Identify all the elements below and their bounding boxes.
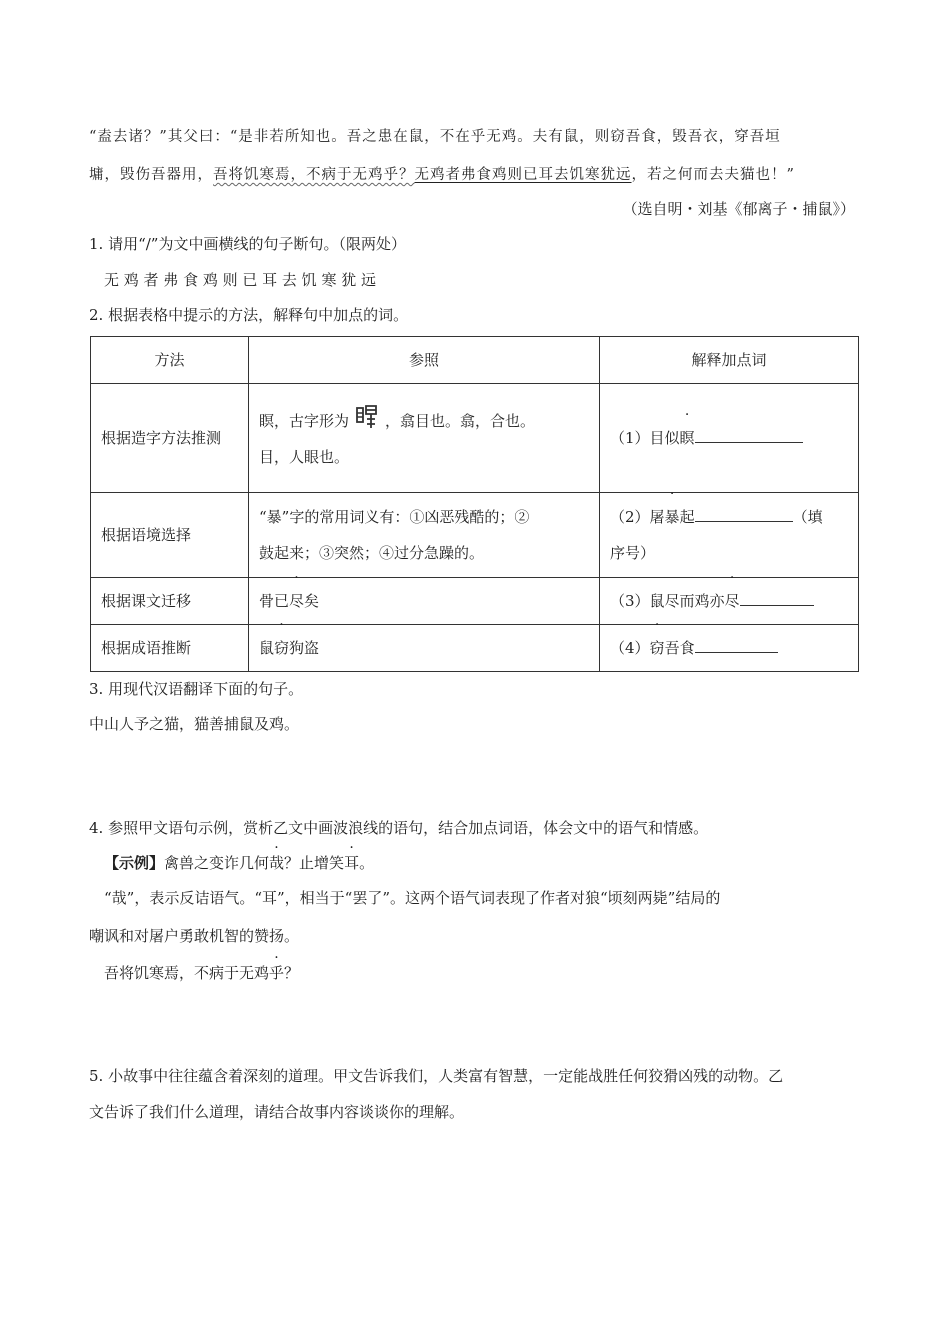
passage-line-2 [89,165,859,185]
table-row [91,625,859,672]
question-4-analysis-line-1: “哉”，表示反诘语气。“耳”，相当于“罢了”。这两个语气词表现了作者对狼“顷刻两毙”结局的 [104,889,721,907]
header-reference: 参照 [249,337,600,384]
method-cell: 根据语境选择 [91,493,249,578]
question-4-prompt: 4. 参照甲文语句示例，赏析乙文中画波浪线的语句，结合加点词语，体会文中的语气和情感。 [89,819,709,837]
answer-blank[interactable] [740,591,814,606]
passage-source: （选自明・刘基《郁离子・捕鼠》） [622,200,855,218]
passage-text: ，若之何而去夫猫也！” [631,167,795,183]
question-1-prompt: 1. 请用“/”为文中画横线的句子断句。（限两处） [89,235,406,253]
dotted-word: 乎 [269,964,285,982]
answer-cell: （1）目似瞑 [600,384,859,493]
answer-blank[interactable] [695,638,778,653]
answer-blank[interactable] [695,507,793,522]
question-4-example: 【示例】禽兽之变诈几何哉？止增笑耳。 [104,854,375,872]
reference-cell: 鼠窃狗盗 [249,625,600,672]
reference-cell: 瞑，古字形为 ，翕目也。翕，合也。 目，人眼也。 [249,384,600,493]
question-3-prompt: 3. 用现代汉语翻译下面的句子。 [89,680,304,698]
question-4-analysis-line-2: 嘲讽和对屠户勇敢机智的赞扬。 [89,927,300,945]
method-table [90,336,859,672]
dotted-word: 窃 [649,639,665,657]
example-label: 【示例】 [104,854,165,872]
dotted-word: 尽 [289,592,305,610]
method-cell: 根据课文迁移 [91,578,249,625]
reference-cell: “暴”字的常用词义有：①凶恶残酷的；② 鼓起来；③突然；④过分急躁的。 [249,493,600,578]
passage-text: 墉，毁伤吾器用， [89,167,213,183]
dotted-word: 哉 [269,854,285,872]
answer-cell: （4）窃吾食 [600,625,859,672]
wavy-underlined-sentence: 吾将饥寒焉，不病于无鸡乎？ [213,167,415,183]
dotted-word: 耳 [344,854,360,872]
table-row [91,493,859,578]
passage-line-1: “盍去诸？”其父曰：“是非若所知也。吾之患在鼠，不在乎无鸡。夫有鼠，则窃吾食，毁吾衣，穿吾垣 [89,129,781,145]
table-header-row [91,337,859,384]
answer-cell: （3）鼠尽而鸡亦尽 [600,578,859,625]
dotted-word: 窃 [274,639,290,657]
dotted-word: 瞑 [679,429,695,447]
question-3-sentence: 中山人予之猫，猫善捕鼠及鸡。 [89,715,300,733]
header-answer: 解释加点词 [600,337,859,384]
dotted-word: 暴 [664,508,680,526]
ancient-character-image [355,402,379,430]
reference-cell: 骨已尽矣 [249,578,600,625]
method-cell: 根据造字方法推测 [91,384,249,493]
question-1-sentence: 无 鸡 者 弗 食 鸡 则 已 耳 去 饥 寒 犹 远 [104,271,376,289]
table-row [91,384,859,493]
header-method: 方法 [91,337,249,384]
underlined-sentence: 无鸡者弗食鸡则已耳去饥寒犹远 [414,167,632,183]
answer-cell: （2）屠暴起 （填 序号） [600,493,859,578]
question-5-line-1: 5. 小故事中往往蕴含着深刻的道理。甲文告诉我们，人类富有智慧，一定能战胜任何狡猾凶残的动物。乙 [89,1067,784,1085]
question-2-prompt: 2. 根据表格中提示的方法，解释句中加点的词。 [89,306,409,324]
table-row [91,578,859,625]
question-4-target-sentence: 吾将饥寒焉，不病于无鸡乎？ [104,964,300,982]
question-5-line-2: 文告诉了我们什么道理，请结合故事内容谈谈你的理解。 [89,1103,465,1121]
method-cell: 根据成语推断 [91,625,249,672]
dotted-word: 尽 [724,592,740,610]
answer-blank[interactable] [695,428,803,443]
